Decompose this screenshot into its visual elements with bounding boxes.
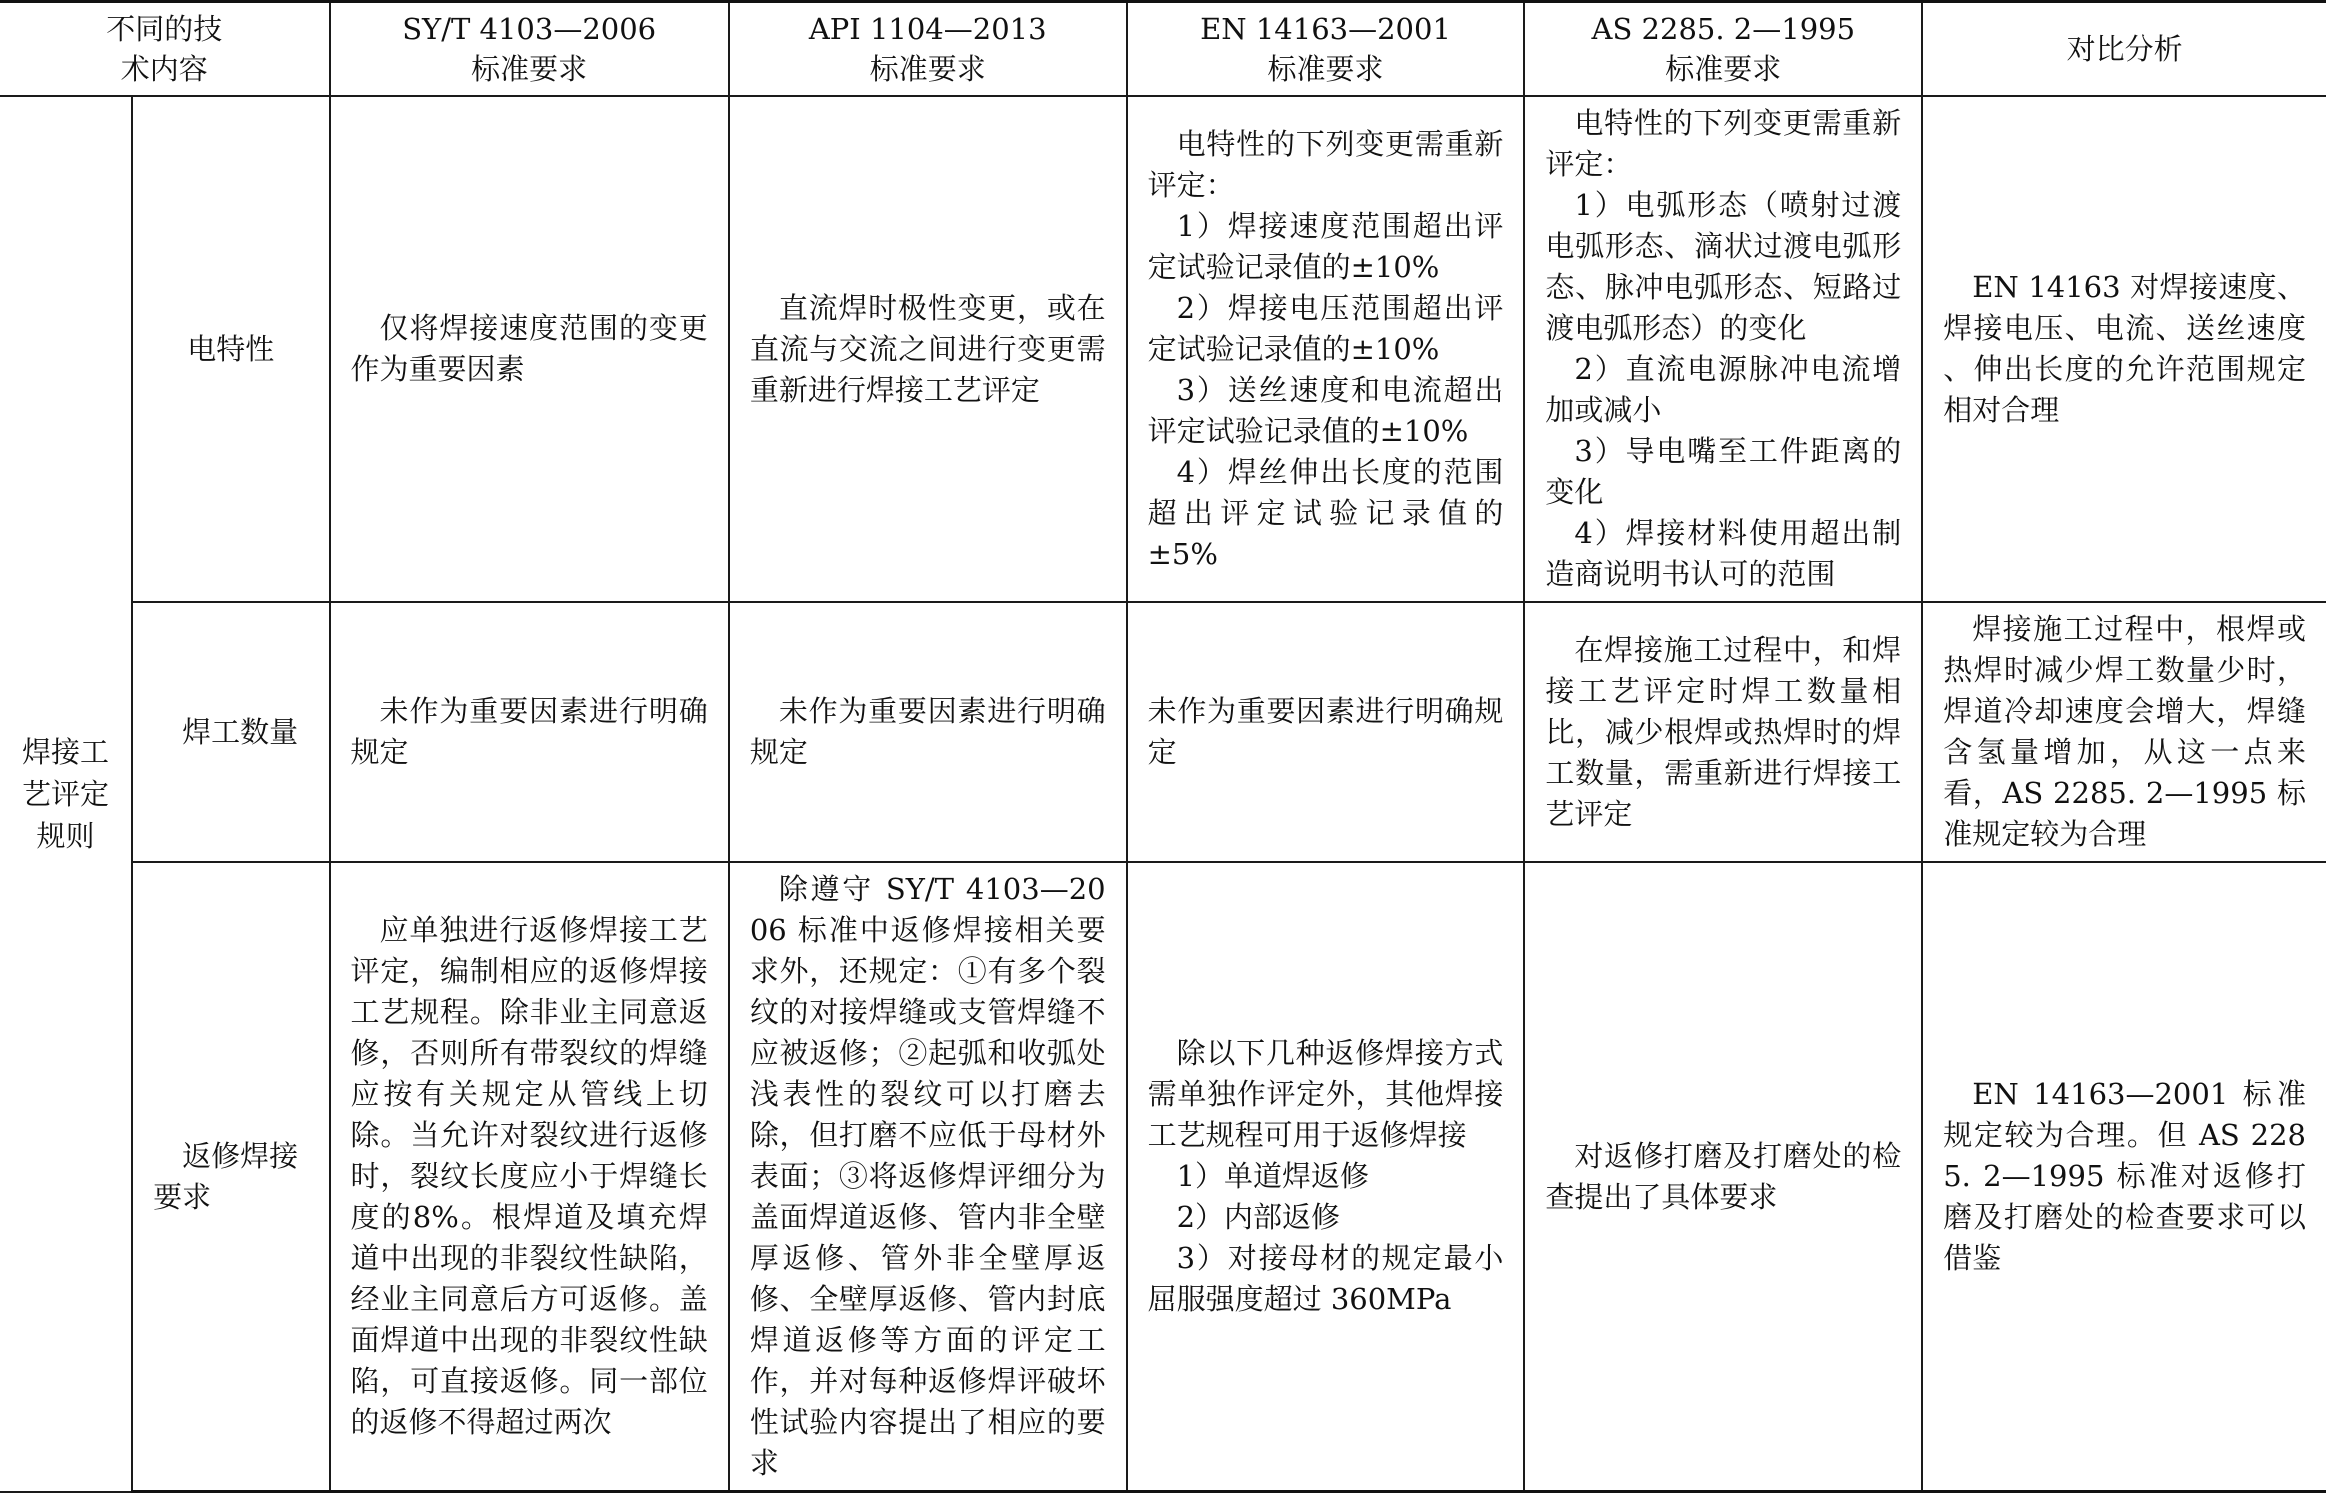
cell-as: 在焊接施工过程中，和焊接工艺评定时焊工数量相比，减少根焊或热焊时的焊工数量，需重新进行焊接工艺评定 bbox=[1524, 602, 1922, 862]
table-row bbox=[0, 96, 2326, 602]
table-row bbox=[0, 602, 2326, 862]
header-as-2285: AS 2285. 2—1995 标准要求 bbox=[1524, 2, 1922, 97]
header-sy-t-4103: SY/T 4103—2006 标准要求 bbox=[330, 2, 729, 97]
table-row bbox=[0, 862, 2326, 1492]
header-en-14163: EN 14163—2001 标准要求 bbox=[1127, 2, 1525, 97]
header-api-1104: API 1104—2013 标准要求 bbox=[729, 2, 1127, 97]
cell-as: 对返修打磨及打磨处的检查提出了具体要求 bbox=[1524, 862, 1922, 1492]
cell-api: 未作为重要因素进行明确规定 bbox=[729, 602, 1127, 862]
header-tech-content: 不同的技 术内容 bbox=[0, 2, 330, 97]
row-item-electrical: 电特性 bbox=[132, 96, 329, 602]
cell-sy: 仅将焊接速度范围的变更作为重要因素 bbox=[330, 96, 729, 602]
cell-api: 除遵守 SY/T 4103—2006 标准中返修焊接相关要求外，还规定：①有多个裂纹的对接焊缝或支管焊缝不应被返修；②起弧和收弧处浅表性的裂纹可以打磨去除，但打磨不应低于母材外表面；③将返修焊评细分为盖面焊道返修、管内非全壁厚返修、管外非全壁厚返修、全壁厚返修、管内封底焊道返修等方面的评定工作，并对每种返修焊评破坏性试验内容提出了相应的要求 bbox=[729, 862, 1127, 1492]
cell-en: 未作为重要因素进行明确规定 bbox=[1127, 602, 1525, 862]
header-row bbox=[0, 2, 2326, 97]
cell-en: 电特性的下列变更需重新评定： 1）焊接速度范围超出评定试验记录值的±10% 2）焊接电压范围超出评定试验记录值的±10% 3）送丝速度和电流超出评定试验记录值的±10% 4）焊丝伸出长度的范围超出评定试验记录值的±5% bbox=[1127, 96, 1525, 602]
cell-as: 电特性的下列变更需重新评定： 1）电弧形态（喷射过渡电弧形态、滴状过渡电弧形态、脉冲电弧形态、短路过渡电弧形态）的变化 2）直流电源脉冲电流增加或减小 3）导电嘴至工件距离的变化 4）焊接材料使用超出制造商说明书认可的范围 bbox=[1524, 96, 1922, 602]
category-cell: 焊接工 艺评定 规则 bbox=[0, 96, 132, 1492]
cell-analysis: EN 14163 对焊接速度、焊接电压、电流、送丝速度 、伸出长度的允许范围规定相对合理 bbox=[1922, 96, 2326, 602]
cell-sy: 应单独进行返修焊接工艺评定，编制相应的返修焊接工艺规程。除非业主同意返修，否则所有带裂纹的焊缝应按有关规定从管线上切除。当允许对裂纹进行返修时，裂纹长度应小于焊缝长度的8%。根焊道及填充焊道中出现的非裂纹性缺陷，经业主同意后方可返修。盖面焊道中出现的非裂纹性缺陷，可直接返修。同一部位的返修不得超过两次 bbox=[330, 862, 729, 1492]
cell-api: 直流焊时极性变更，或在直流与交流之间进行变更需重新进行焊接工艺评定 bbox=[729, 96, 1127, 602]
cell-sy: 未作为重要因素进行明确规定 bbox=[330, 602, 729, 862]
row-item-repair-welding: 返修焊接要求 bbox=[132, 862, 329, 1492]
header-analysis: 对比分析 bbox=[1922, 2, 2326, 97]
cell-en: 除以下几种返修焊接方式需单独作评定外，其他焊接工艺规程可用于返修焊接 1）单道焊返修 2）内部返修 3）对接母材的规定最小屈服强度超过 360MPa bbox=[1127, 862, 1525, 1492]
cell-analysis: EN 14163—2001 标准规定较为合理。但 AS 2285. 2—1995 标准对返修打磨及打磨处的检查要求可以借鉴 bbox=[1922, 862, 2326, 1492]
cell-analysis: 焊接施工过程中，根焊或热焊时减少焊工数量少时，焊道冷却速度会增大，焊缝含氢量增加，从这一点来看，AS 2285. 2—1995 标准规定较为合理 bbox=[1922, 602, 2326, 862]
row-item-welder-count: 焊工数量 bbox=[132, 602, 329, 862]
